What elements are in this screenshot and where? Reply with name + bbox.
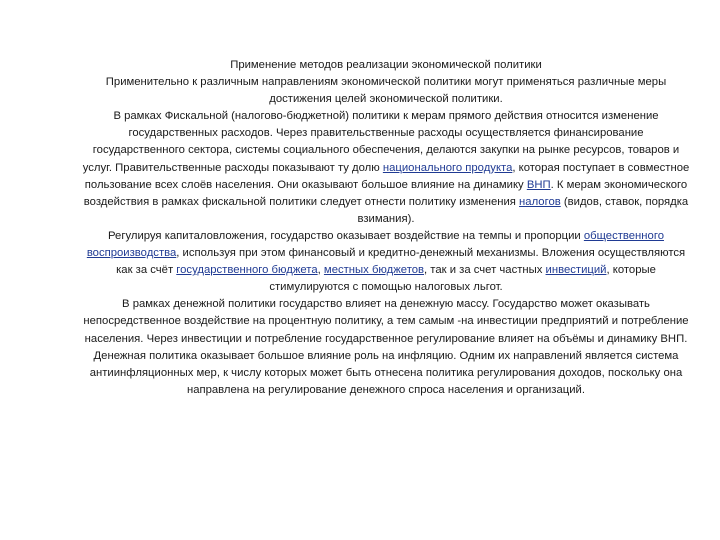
link-gnp[interactable]: ВНП	[526, 178, 551, 191]
link-public-reproduction[interactable]: общественного воспроизводства	[86, 229, 664, 260]
paragraph-investment	[82, 228, 690, 296]
text-span: Регулируя капиталовложения, государство оказывает воздействие на темпы и пропорции	[108, 229, 584, 242]
text-span: ,	[317, 264, 324, 277]
link-investments[interactable]: инвестиций	[545, 264, 607, 277]
text-span: (видов, ставок, порядка взимания).	[357, 195, 689, 225]
link-national-product[interactable]: национального продукта	[382, 161, 513, 174]
paragraph-intro: Применительно к различным направлениям экономической политики могут применяться различные меры достижения целей экономической политики.	[105, 76, 667, 106]
text-span: , которые стимулируются с помощью налоговых льгот.	[269, 264, 656, 294]
document-body	[82, 57, 690, 399]
paragraph-monetary-policy: В рамках денежной политики государство влияет на денежную массу. Государство может оказывать непосредственное воздействие на процентную политику, а тем самым -на инвестиции предприятий и потребление населения. Через инвестиции и потребление государственное регулирование влияет на объёмы и динамику ВНП. Денежная политика оказывает большое влияние роль на инфляцию. Одним их направлений является система антиинфляционных мер, к числу которых может быть отнесена политика регулирования доходов, поскольку она направлена на регулирование денежного спроса населения и организаций.	[83, 298, 689, 396]
text-span: , используя при этом финансовый и кредитно-денежный механизмы. Вложения осуществляются как за счёт	[116, 247, 686, 277]
text-span: , так и за счет частных	[424, 264, 546, 277]
text-span: В рамках Фискальной (налогово-бюджетной) политики к мерам прямого действия относится изменение государственных расходов. Через правительственные расходы осуществляется финансирование государственного сектора, системы социального обеспечения, делаются закупки на рынке ресурсов, товаров и услуг. Правительственные расходы показывают ту долю	[82, 110, 680, 174]
document-title: Применение методов реализации экономической политики	[230, 59, 542, 71]
text-span: . К мерам экономического воздействия в рамках фискальной политики следует отнести политику изменения	[83, 178, 688, 208]
link-local-budgets[interactable]: местных бюджетов	[323, 264, 425, 277]
text-span: , которая поступает в совместное пользование всех слоёв населения. Они оказывают большое влияние на динамику	[84, 161, 690, 191]
link-state-budget[interactable]: государственного бюджета	[176, 264, 318, 277]
paragraph-fiscal-policy	[82, 108, 690, 228]
link-taxes[interactable]: налогов	[519, 195, 561, 208]
